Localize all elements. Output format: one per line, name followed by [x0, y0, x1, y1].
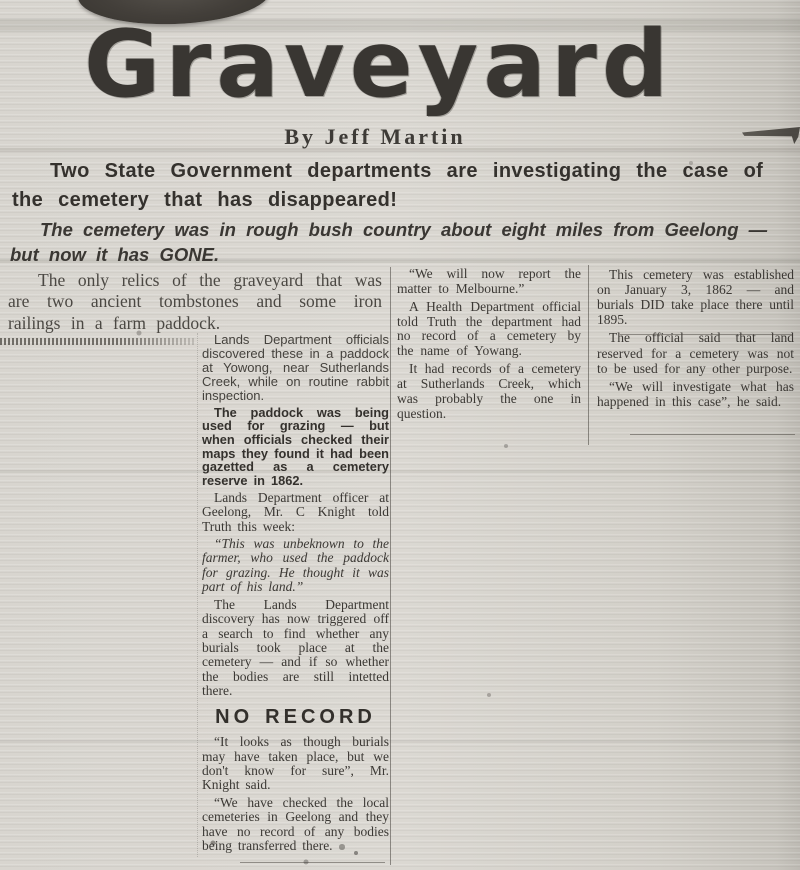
- body-paragraph: Lands Department officials discovered these in a paddock at Yowong, near Sutherlands Creek, while on routine rabbit inspection.: [202, 332, 389, 403]
- body-paragraph: A Health Department official told Truth the department had no record of a cemetery by the name of Yowang.: [397, 298, 581, 359]
- body-paragraph: “It looks as though burials may have taken place, but we don't know for sure”, Mr. Knight said.: [202, 734, 389, 793]
- column-middle: [197, 333, 389, 857]
- body-paragraph-bold: The paddock was being used for grazing — but when officials checked their maps they found it had been gazetted as a cemetery reserve in 1862.: [202, 404, 389, 488]
- quote-paragraph: “This was unbeknown to the farmer, who used the paddock for grazing. He thought it was part of his land.”: [202, 535, 389, 595]
- ink-smudge: [742, 127, 800, 144]
- scan-line-artifact: [630, 434, 795, 435]
- column-rule: [390, 267, 391, 865]
- quote-paragraph: “We will investigate what has happened in this case”, he said.: [597, 378, 794, 409]
- intro-paragraph: The only relics of the graveyard that was are two ancient tombstones and some iron railings in a farm paddock.: [8, 270, 382, 333]
- section-heading: NO RECORD: [215, 705, 376, 728]
- scan-streak: [0, 470, 800, 473]
- quote-paragraph: “We will now report the matter to Melbourne.”: [397, 266, 581, 296]
- byline: By Jeff Martin: [284, 124, 466, 149]
- paper-specks: [0, 0, 2, 2]
- body-paragraph: The Lands Department discovery has now triggered off a search to find whether any burials took place at the cemetery — and if so whether the bodies are still intetted there.: [202, 596, 389, 699]
- standfirst-paragraph: The cemetery was in rough bush country about eight miles from Geelong —but now it has GONE.: [10, 219, 768, 265]
- column-health-department: [397, 267, 581, 424]
- body-paragraph: Lands Department officer at Geelong, Mr. C Knight told Truth this week:: [202, 489, 389, 534]
- scan-streak: [0, 740, 800, 743]
- headline: Graveyard: [84, 10, 674, 118]
- column-rule: [588, 265, 589, 445]
- body-paragraph: It had records of a cemetery at Sutherlands Creek, which was probably the one in question.: [397, 361, 581, 421]
- body-paragraph: This cemetery was established on January 3, 1862 — and burials DID take place there until 1895.: [597, 267, 794, 328]
- body-paragraph: “We have checked the local cemeteries in Geelong and they have no record of any bodies being transferred there.: [202, 794, 389, 854]
- hatched-rule: [0, 338, 196, 345]
- scan-line-artifact: [240, 862, 385, 863]
- body-paragraph: The official said that land reserved for a cemetery was not to be used for any other purpose.: [597, 330, 794, 376]
- lead-paragraph: Two State Government departments are investigating the case of the cemetery that has disappeared!: [12, 160, 764, 211]
- column-cemetery-history: [597, 267, 794, 412]
- scan-line-artifact: [620, 334, 792, 335]
